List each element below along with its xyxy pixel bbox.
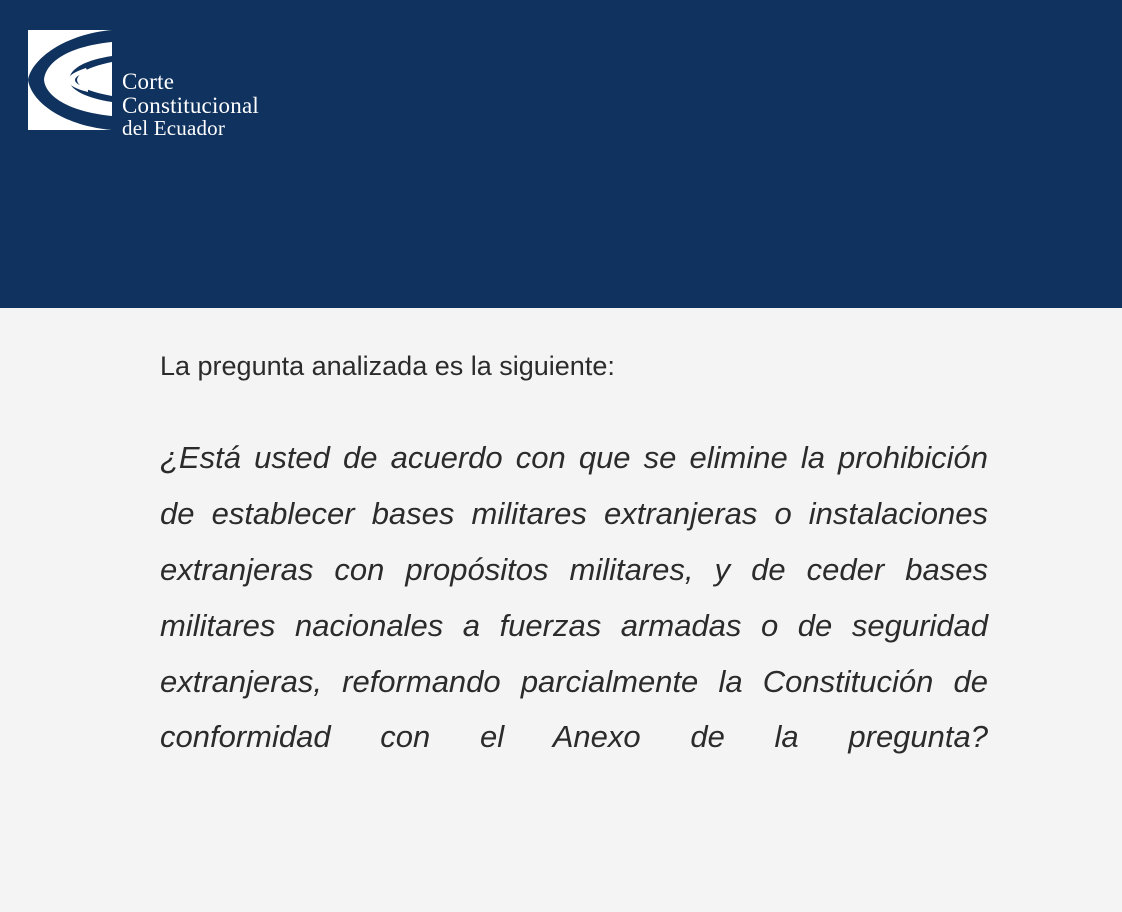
logo-line-constitucional: Constitucional — [122, 92, 259, 118]
corte-constitucional-globe-logo — [26, 28, 114, 132]
institution-logo — [26, 28, 259, 140]
document-text-block — [160, 348, 988, 821]
logo-wordmark — [122, 70, 259, 140]
logo-line-corte: Corte — [122, 69, 175, 94]
referendum-question-paragraph: ¿Está usted de acuerdo con que se elimine la prohibición de establecer bases militares extranjeras o instalaciones extranjeras con propósitos militares, y de ceder bases militares nacionales a fuerzas armadas o de seguridad extranjeras, reformando parcialmente la Constitución de conformidad con el Anexo de la pregunta? — [160, 440, 988, 755]
intro-paragraph: La pregunta analizada es la siguiente: — [160, 351, 615, 381]
document-content-card — [62, 308, 1122, 912]
logo-line-del-ecuador: del Ecuador — [122, 115, 226, 140]
header-banner — [0, 0, 1122, 308]
